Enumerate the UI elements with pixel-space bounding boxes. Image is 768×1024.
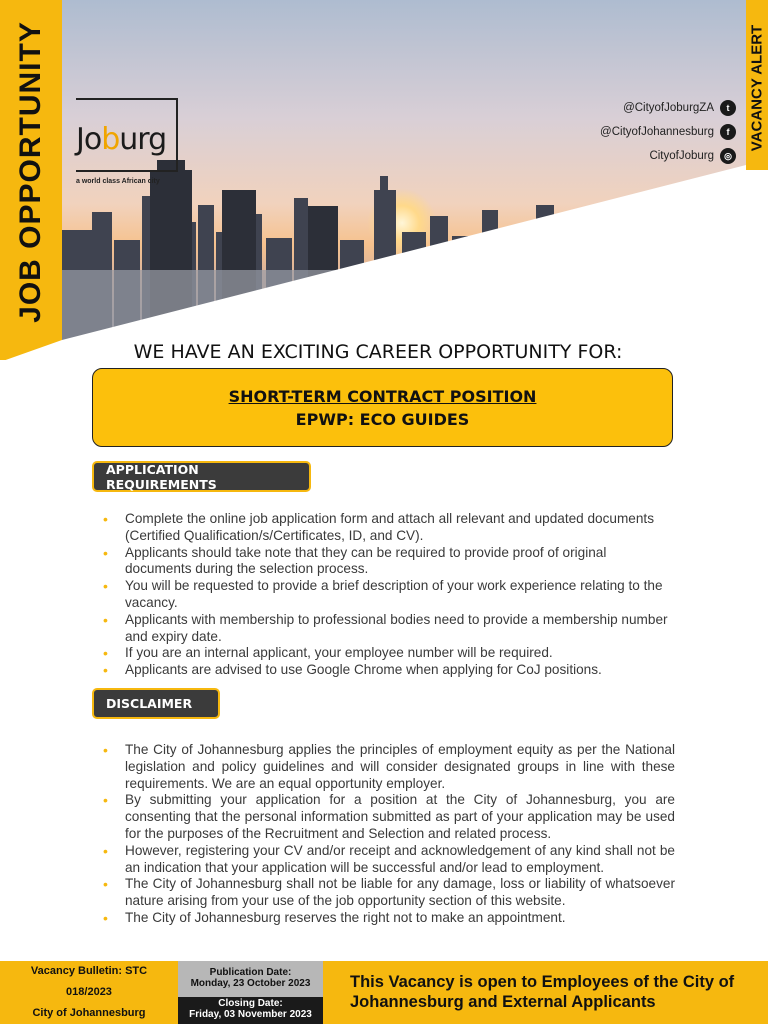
eligibility-notice: This Vacancy is open to Employees of the City of Johannesburg and External Applicants	[350, 973, 735, 1011]
twitter-handle: @CityofJoburgZA	[623, 102, 714, 114]
position-title: EPWP: ECO GUIDES	[295, 410, 470, 429]
requirements-heading: APPLICATION REQUIREMENTS	[92, 461, 311, 492]
social-row-twitter[interactable]	[600, 96, 736, 120]
list-item: • By submitting your application for a position at the City of Johannesburg, you are consenting that the personal information submitted as part of your application may be used for the purposes of the Recruitment and Selection and related process.	[103, 792, 675, 842]
social-handles	[600, 96, 736, 168]
headline-text: WE HAVE AN EXCITING CAREER OPPORTUNITY FOR:	[133, 341, 623, 363]
list-item: • Applicants should take note that they can be required to provide proof of original documents during the selection process.	[103, 545, 673, 579]
facebook-handle: @CityofJohannesburg	[600, 126, 714, 138]
facebook-icon: f	[720, 124, 736, 140]
list-item: • The City of Johannesburg reserves the right not to make an appointment.	[103, 910, 675, 927]
job-opportunity-banner-text: JOB OPPORTUNITY	[14, 21, 47, 323]
list-item: • Complete the online job application form and attach all relevant and updated documents (Certified Qualification/s/Certificates, ID, and CV).	[103, 511, 673, 545]
list-item: • Applicants with membership to professional bodies need to provide a membership number and expiry date.	[103, 612, 673, 646]
disclaimer-heading: DISCLAIMER	[92, 688, 220, 719]
list-item: • You will be requested to provide a brief description of your work experience relating to the vacancy.	[103, 578, 673, 612]
left-banner-cut	[0, 0, 62, 362]
social-row-instagram[interactable]	[600, 144, 736, 168]
closing-date-block	[178, 997, 323, 1024]
joburg-logo: Joburg	[76, 122, 167, 157]
position-type: SHORT-TERM CONTRACT POSITION	[228, 387, 537, 406]
closing-label: Closing Date:	[218, 998, 283, 1009]
instagram-icon: ◎	[720, 148, 736, 164]
logo-tagline: a world class African city	[76, 178, 160, 185]
twitter-icon: t	[720, 100, 736, 116]
disclaimer-list	[103, 742, 675, 927]
requirements-list	[103, 511, 673, 679]
publication-date-block	[178, 961, 323, 997]
list-item: • The City of Johannesburg shall not be liable for any damage, loss or liability of whatsoever nature arising from your use of the job opportunity section of this website.	[103, 876, 675, 910]
publication-date: Monday, 23 October 2023	[190, 978, 311, 989]
list-item: • However, registering your CV and/or receipt and acknowledgement of any kind shall not be an indication that your application will be successful and/or lead to employment.	[103, 843, 675, 877]
list-item: • The City of Johannesburg applies the principles of employment equity as per the National legislation and policy guidelines and will consider designated groups in line with these requirements. We are an equal opportunity employer.	[103, 742, 675, 792]
publication-label: Publication Date:	[209, 967, 292, 978]
list-item: • Applicants are advised to use Google Chrome when applying for CoJ positions.	[103, 662, 673, 679]
list-item: • If you are an internal applicant, your employee number will be required.	[103, 645, 673, 662]
closing-date: Friday, 03 November 2023	[189, 1009, 312, 1020]
vacancy-alert-text: VACANCY ALERT	[748, 24, 766, 152]
position-box	[92, 368, 673, 447]
logo-underline	[76, 170, 178, 172]
vacancy-bulletin	[0, 961, 178, 1024]
bulletin-org: City of Johannesburg	[32, 1007, 146, 1019]
instagram-handle: CityofJoburg	[649, 150, 714, 162]
bulletin-number: 018/2023	[66, 986, 112, 998]
bulletin-line1: Vacancy Bulletin: STC	[30, 965, 148, 977]
headline	[0, 341, 768, 363]
social-row-facebook[interactable]	[600, 120, 736, 144]
